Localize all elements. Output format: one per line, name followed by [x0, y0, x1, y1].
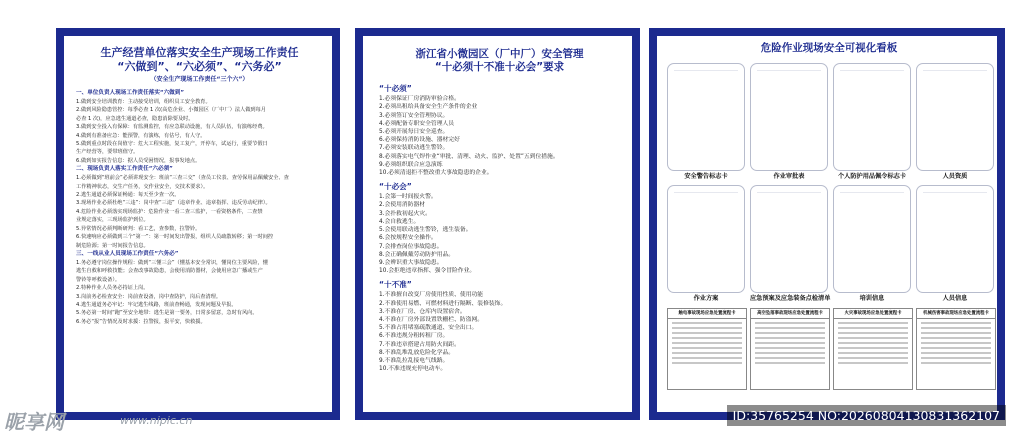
panel-subtitle: （安全生产现场工作责任“三个六”） [150, 75, 249, 83]
responsibility-line: 4.做到有准备应急：能预警，有演练，有估号，有人守。 [76, 132, 206, 139]
panel-title: 危险作业现场安全可视化看板 [760, 42, 898, 54]
responsibility-line: 5.做到重点时段在岗值守：危大工程实施，复工复产，开停车，试运行，重要节假日 [76, 141, 268, 148]
section-heading: 一、单位负责人现场工作责任落实“六做到” [76, 90, 185, 96]
responsibility-line: 必查 1 次)，应急逃生通道必查，隐患消除要及时。 [76, 115, 194, 122]
document-slot [750, 185, 828, 293]
document-slot [750, 63, 828, 171]
rule-item: 5.不准占用堵塞疏散通道、安全出口。 [379, 325, 478, 332]
rule-item: 1.不准擅自改变厂房使用性质、使用功能 [379, 292, 484, 299]
rule-item: 6.不准违规分租转租厂房。 [379, 333, 449, 340]
rule-item: 5.必须开展每日安全巡查。 [379, 129, 449, 136]
responsibility-line: 4.危险作业必须落实现场监护：危险作业一看二查三监护，一看资格条件，二查禁 [76, 208, 263, 215]
rule-item: 3.会扑救初起火灾。 [379, 210, 431, 217]
rule-item: 7.不准违章搭建占用防火间距。 [379, 341, 460, 348]
panel-title: 浙江省小微园区（厂中厂）安全管理 [415, 48, 584, 60]
emergency-card [667, 308, 747, 390]
card-title: 火灾事故现场应急处置流程卡 [834, 309, 912, 319]
panel-title-line2: “十必须十不准十必会”要求 [434, 61, 565, 74]
slot-label: 个人防护用品佩令标志卡 [837, 173, 907, 181]
responsibility-line: 业规定落实，三现场监护到位。 [76, 217, 149, 224]
rule-item: 4.不准在厂房外部设置铁栅栏、防盗网。 [379, 316, 484, 323]
document-slots-row1 [667, 63, 991, 183]
card-title: 高空坠落事故现场应急处置流程卡 [751, 309, 829, 319]
panel-park-safety-rules [355, 28, 640, 420]
panel-content [657, 36, 997, 412]
slot-label: 作业审批表 [773, 173, 805, 181]
panel-visual-board [649, 28, 1005, 420]
emergency-card [833, 308, 913, 390]
rule-item: 9.会辨识重大事故隐患。 [379, 259, 443, 266]
rule-item: 2.不准使用易燃、可燃材料进行隔断、装修装饰。 [379, 300, 507, 307]
card-text-lines [834, 319, 912, 370]
responsibility-list [76, 89, 323, 326]
rule-item: 4.会自救逃生。 [379, 218, 420, 225]
section-heading: “十必会” [379, 182, 412, 192]
responsibility-line: 6.做到如实报告信息：据人员受困情况，报事发地点。 [76, 157, 201, 164]
document-slot [667, 63, 745, 171]
rule-item: 10.会拒绝违章指挥、强令冒险作业。 [379, 268, 476, 275]
rule-item: 10.不准违规充停电动车。 [379, 366, 447, 373]
document-slots-row2 [667, 185, 991, 305]
responsibility-line: 3.做到安全投入有保障：有监测监控，有应急联动设施，有人员队伍，有演练经费。 [76, 124, 268, 131]
responsibility-line: 逃生自救和呼救技能；会查改事故隐患，会使用消防器材，会使用应急广播或生产 [76, 268, 263, 275]
rule-item: 5.会使用联动逃生警铃，逃生装备。 [379, 227, 472, 234]
responsibility-line: 生产经营等，要带班值守。 [76, 149, 139, 156]
responsibility-line: 4.逃生通道务必牢记：牢记逃生线路，班前查畅通，发现问题及早报。 [76, 301, 237, 308]
rule-item: 8.会正确佩戴劳动防护用品。 [379, 251, 455, 258]
responsibility-line: 5.异常情况必须判断研判：看工艺，查参数，拉警铃。 [76, 225, 201, 232]
document-slot [833, 185, 911, 293]
card-text-lines [668, 319, 746, 370]
responsibility-line: 1.做到安全培训教育：主动接受培训，组织员工安全教育。 [76, 99, 211, 105]
responsibility-line: 1.务必遵守岗位操作规程：做到“三懂三会”（懂基本安全常识，懂岗位主要风险，懂 [76, 259, 268, 266]
rule-item: 9.不准乱拉乱接电气线路。 [379, 357, 449, 364]
rule-item: 3.不准在厂房、仓库内设置宿舍。 [379, 308, 466, 315]
panel-content [64, 36, 332, 412]
slot-label: 人员信息 [942, 295, 968, 303]
document-slot [916, 185, 994, 293]
rule-item: 10.必须清退拒不整改重大事故隐患的企业。 [379, 170, 493, 177]
rule-item: 1.会第一时间报火警。 [379, 194, 437, 201]
section-heading: “十必须” [379, 84, 412, 94]
rule-item: 1.必须保证厂房消防审验合格。 [379, 96, 460, 103]
responsibility-line: 5.务必第一时间“跑”至安全地带：逃生是第一要务，日常多留意，急时有风向。 [76, 310, 258, 317]
panel-work-responsibility [56, 28, 340, 420]
rule-item: 6.会按规程安全操作。 [379, 235, 437, 242]
slot-label: 培训信息 [859, 295, 885, 303]
document-slot [833, 63, 911, 171]
watermark-logo: 昵享网 [4, 410, 64, 434]
rule-item: 2.会使用消防器材 [379, 202, 426, 209]
emergency-card [916, 308, 996, 390]
responsibility-line: 6.快速响应必须做到三个“第一”：第一时间发出警报，组织人员疏散转移；第一时间控 [76, 234, 274, 241]
slot-label: 应急预案及应急装备点检清单 [750, 295, 831, 303]
slot-label: 人员资质 [942, 173, 968, 181]
responsibility-line: 2.特种作业人员务必持证上岗。 [76, 285, 149, 292]
card-title: 触电事故现场应急处置流程卡 [668, 309, 746, 319]
watermark-id: ID:35765254 NO:20260804130831362107 [727, 405, 1006, 426]
responsibility-line: 1.必须做到“班前会”必须讲现安全：班前“三查三交”（查员工仪表、查劳保用品佩戴安全、查 [76, 175, 289, 182]
section-heading: “十不准” [379, 280, 412, 290]
emergency-cards [667, 308, 991, 390]
panel-title: 生产经营单位落实安全生产现场工作责任 [100, 46, 299, 59]
slot-label: 作业方案 [693, 295, 719, 303]
rule-item: 9.必须组织联合应急演练 [379, 161, 443, 168]
responsibility-line: 6.务必“报”告情况及时求援：拉警报，报平安，快救援。 [76, 318, 206, 325]
rule-item: 6.必须保持消防设施、器材完好 [379, 137, 460, 144]
panel-content [363, 36, 632, 412]
rules-list [379, 82, 620, 373]
responsibility-line: 2.逃生通道必须保证畅通：每天至少查一次。 [76, 192, 180, 199]
emergency-card [750, 308, 830, 390]
responsibility-line: 3.现场作业必须杜绝“三违”：岗中查“三违”（违章作业、违章指挥、违反劳动纪律）。 [76, 200, 271, 207]
panel-title-line2: “六做到”、“六必须”、“六务必” [117, 59, 282, 73]
section-heading: 二、现场负责人落实工作责任“六必须” [76, 166, 173, 173]
slot-label: 安全警告标志卡 [684, 173, 728, 181]
rule-item: 3.必须签订安全管理协议。 [379, 112, 449, 119]
responsibility-line: 2.做到风险隐患管控：每季必查 1 次(高危企业、小微园区（厂中厂）法人做到每月 [76, 107, 266, 114]
section-heading: 三、一线从业人员现场工作责任“六务必” [76, 250, 179, 257]
rule-item: 7.必须安装联动逃生警铃。 [379, 145, 449, 152]
card-text-lines [751, 319, 829, 370]
rule-item: 2.必须出租给具备安全生产条件的企业 [379, 104, 478, 111]
card-title: 机械伤害事故现场应急处置流程卡 [917, 309, 995, 319]
responsibility-line: 警铃等呼救设备）。 [76, 276, 121, 283]
rule-item: 7.会排查岗位事故隐患。 [379, 243, 443, 250]
responsibility-line: 制危险源；第一时间报告信息。 [76, 242, 149, 249]
responsibility-line: 3.岗前务必检查安全：岗前查设备，岗中查防护，岗后查清理。 [76, 293, 222, 300]
rule-item: 8.不准乱堆乱放危险化学品。 [379, 349, 455, 356]
responsibility-line: 工作精神状态，交生产任务，交作业安全，交技术要求）。 [76, 183, 209, 190]
card-text-lines [917, 319, 995, 370]
document-slot [667, 185, 745, 293]
rule-item: 8.必须落实电气焊作业“审批、清理、动火、监护、处置”五到位措施。 [379, 153, 559, 160]
document-slot [916, 63, 994, 171]
rule-item: 4.必须配备专职安全管理人员 [379, 120, 455, 127]
watermark-url: www.nipic.cn [120, 414, 193, 427]
